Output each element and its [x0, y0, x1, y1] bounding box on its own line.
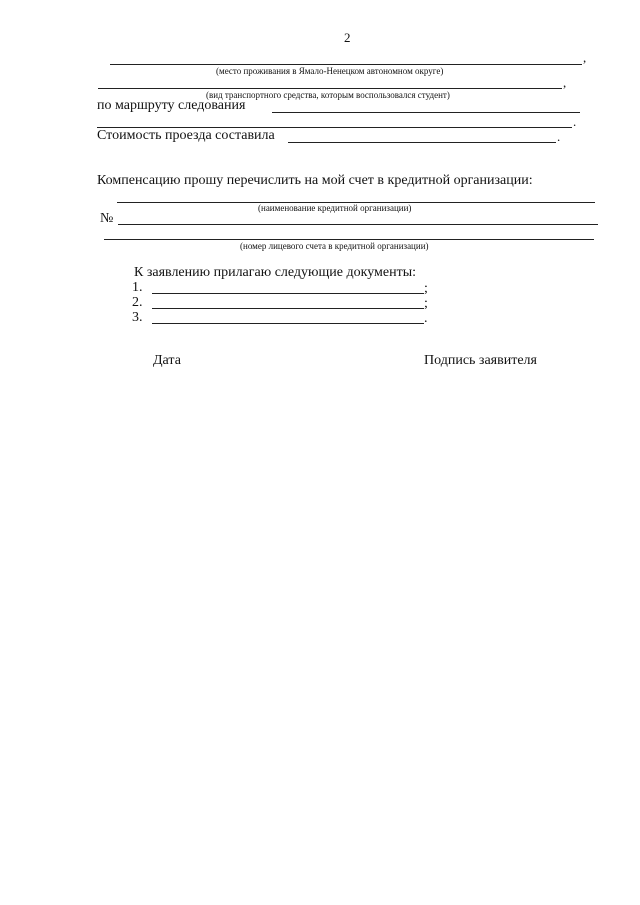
residence-comma: , — [583, 50, 587, 65]
document-item-line-1 — [152, 293, 424, 294]
date-label: Дата — [153, 353, 181, 368]
document-item-number-3: 3. — [132, 310, 143, 325]
cost-period: . — [557, 129, 561, 144]
account-number-prefix: № — [100, 211, 114, 226]
signature-label: Подпись заявителя — [424, 353, 537, 368]
compensation-text: Компенсацию прошу перечислить на мой счет в кредитной организации: — [97, 173, 533, 188]
route-line — [272, 112, 580, 113]
document-item-number-1: 1. — [132, 280, 143, 295]
bank-hint: (наименование кредитной организации) — [258, 203, 412, 213]
transport-comma: , — [563, 75, 567, 90]
page-number: 2 — [344, 30, 351, 45]
document-item-end-2: ; — [424, 296, 428, 311]
document-item-end-1: ; — [424, 281, 428, 296]
cost-label: Стоимость проезда составила — [97, 128, 275, 143]
document-item-line-2 — [152, 308, 424, 309]
account-line — [118, 224, 598, 225]
route-period: . — [573, 114, 577, 129]
transport-hint: (вид транспортного средства, которым воспользовался студент) — [206, 90, 450, 100]
residence-line — [110, 64, 582, 65]
residence-hint: (место проживания в Ямало-Ненецком автономном округе) — [216, 66, 444, 76]
account-line-2 — [104, 239, 594, 240]
route-label: по маршруту следования — [97, 98, 246, 113]
cost-line — [288, 142, 556, 143]
account-hint: (номер лицевого счета в кредитной организации) — [240, 241, 429, 251]
document-item-number-2: 2. — [132, 295, 143, 310]
document-item-end-3: . — [424, 311, 428, 326]
documents-heading: К заявлению прилагаю следующие документы: — [134, 265, 417, 280]
document-item-line-3 — [152, 323, 424, 324]
transport-line — [98, 88, 562, 89]
